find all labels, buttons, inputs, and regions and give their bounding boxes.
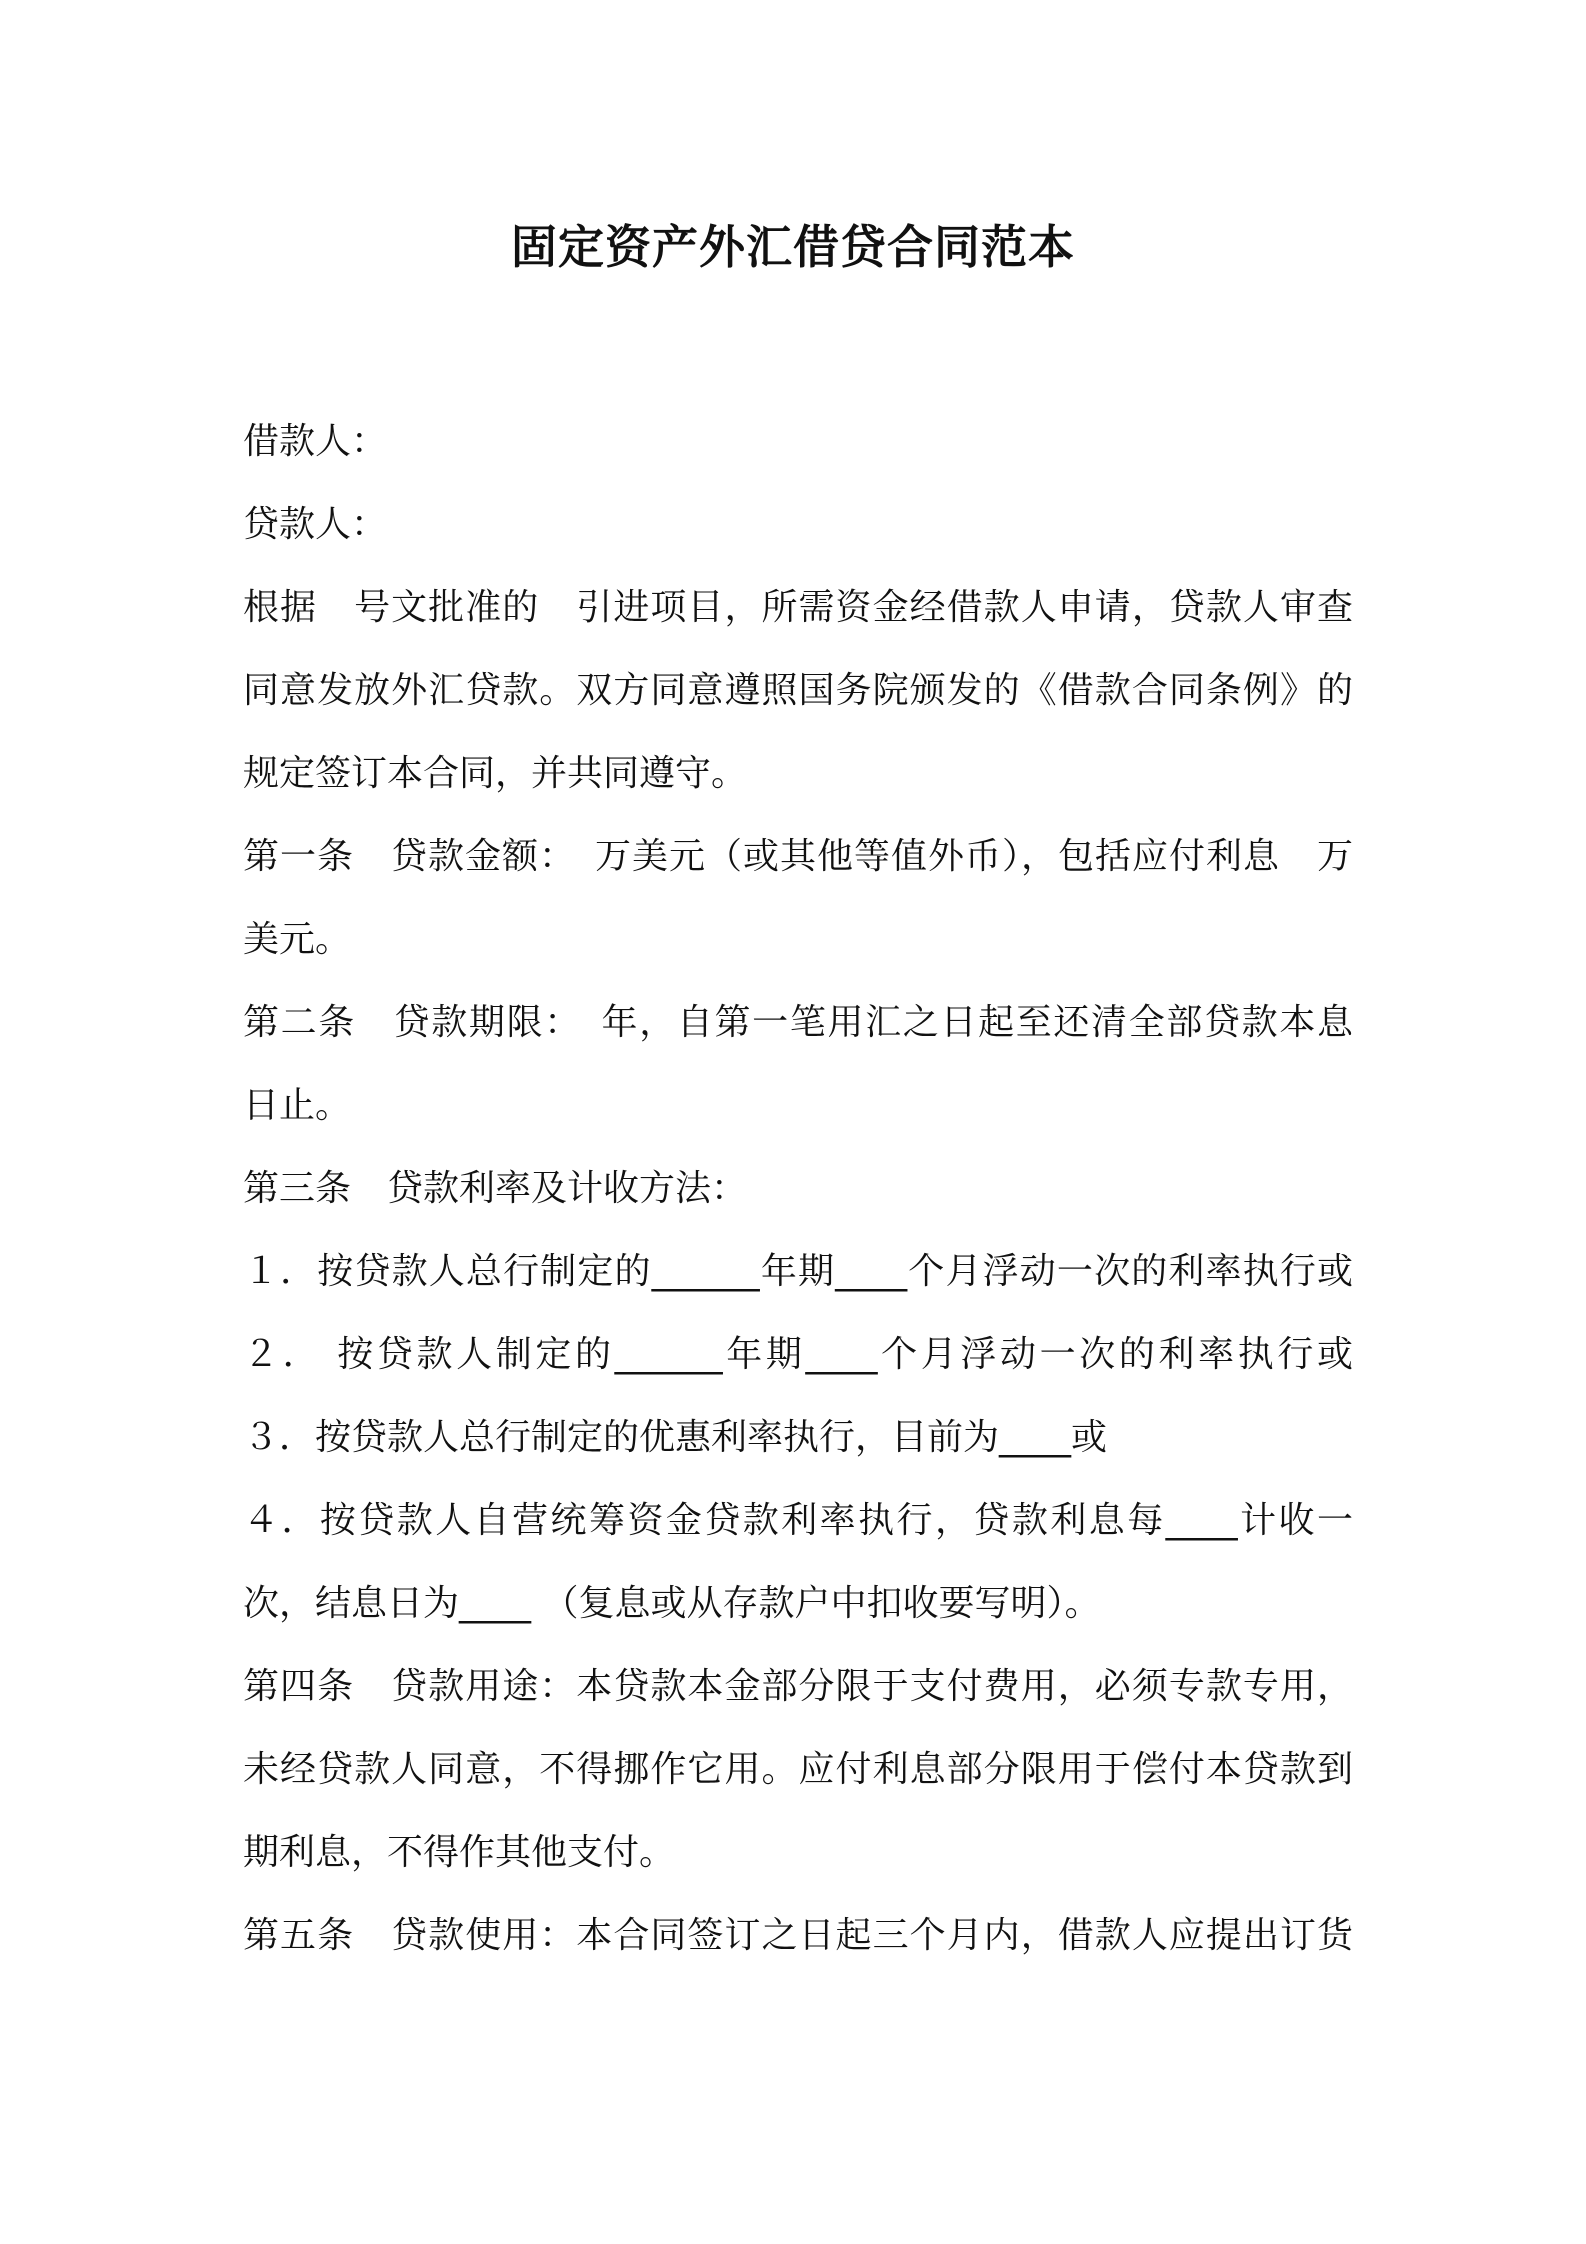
- article-4-line: 未经贷款人同意，不得挪作它用。应付利息部分限用于偿付本贷款到: [243, 1749, 1353, 1790]
- paragraph-line: 根据 号文批准的 引进项目，所需资金经借款人申请，贷款人审查: [243, 587, 1353, 628]
- article-3-item-1: １．按贷款人总行制定的______年期____个月浮动一次的利率执行或: [243, 1251, 1353, 1292]
- document-body: [243, 400, 1353, 1977]
- article-3-heading: 第三条 贷款利率及计收方法：: [243, 1168, 748, 1209]
- article-4-line: 期利息，不得作其他支付。: [243, 1832, 676, 1873]
- article-3-item-2: ２． 按贷款人制定的______年期____个月浮动一次的利率执行或: [243, 1334, 1353, 1375]
- article-2-line: 日止。: [243, 1085, 352, 1126]
- article-5-line: 第五条 贷款使用：本合同签订之日起三个月内，借款人应提出订货: [243, 1915, 1353, 1956]
- paragraph-line: 同意发放外汇贷款。双方同意遵照国务院颁发的《借款合同条例》的: [243, 670, 1353, 711]
- article-1-line: 第一条 贷款金额： 万美元（或其他等值外币），包括应付利息 万: [243, 836, 1353, 877]
- document-title: 固定资产外汇借贷合同范本: [511, 220, 1075, 274]
- borrower-line: 借款人：: [243, 421, 388, 462]
- lender-line: 贷款人：: [243, 504, 388, 545]
- paragraph-line: 规定签订本合同，并共同遵守。: [243, 753, 748, 794]
- article-3-item-3: ３．按贷款人总行制定的优惠利率执行，目前为____或: [243, 1417, 1108, 1458]
- article-3-item-4-cont: 次，结息日为____ （复息或从存款户中扣收要写明）。: [243, 1583, 1101, 1624]
- article-3-item-4: ４．按贷款人自营统筹资金贷款利率执行，贷款利息每____计收一: [243, 1500, 1353, 1541]
- article-1-line: 美元。: [243, 919, 352, 960]
- article-2-line: 第二条 贷款期限： 年，自第一笔用汇之日起至还清全部贷款本息: [243, 1002, 1353, 1043]
- article-4-line: 第四条 贷款用途：本贷款本金部分限于支付费用，必须专款专用，: [243, 1666, 1353, 1707]
